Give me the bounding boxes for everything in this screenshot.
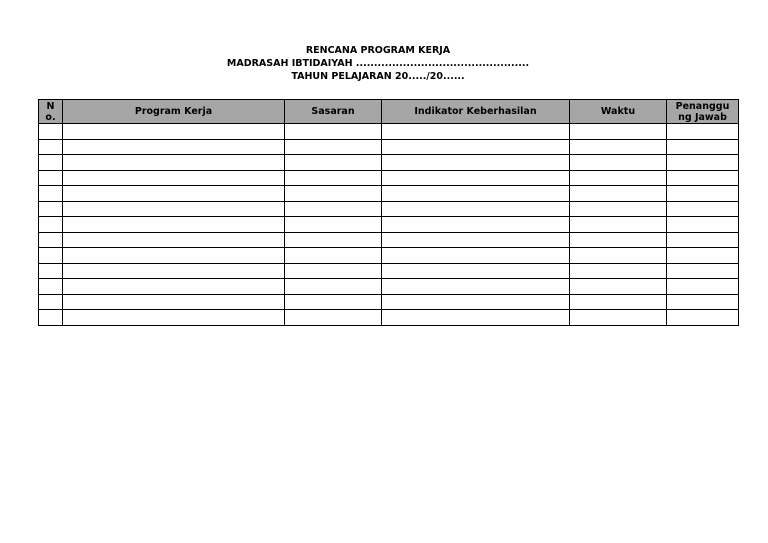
- table-row: [39, 124, 739, 140]
- cell-penanggung[interactable]: [667, 279, 739, 295]
- table-row: [39, 186, 739, 202]
- cell-sasaran[interactable]: [285, 263, 382, 279]
- cell-program[interactable]: [63, 279, 285, 295]
- cell-no[interactable]: [39, 124, 63, 140]
- cell-penanggung[interactable]: [667, 232, 739, 248]
- cell-waktu[interactable]: [570, 263, 667, 279]
- table-row: [39, 217, 739, 233]
- cell-indikator[interactable]: [382, 201, 570, 217]
- cell-indikator[interactable]: [382, 248, 570, 264]
- cell-indikator[interactable]: [382, 186, 570, 202]
- cell-waktu[interactable]: [570, 217, 667, 233]
- cell-no[interactable]: [39, 186, 63, 202]
- cell-sasaran[interactable]: [285, 217, 382, 233]
- document-heading: [0, 44, 756, 83]
- cell-no[interactable]: [39, 279, 63, 295]
- cell-indikator[interactable]: [382, 139, 570, 155]
- cell-no[interactable]: [39, 217, 63, 233]
- cell-no[interactable]: [39, 170, 63, 186]
- cell-waktu[interactable]: [570, 279, 667, 295]
- cell-no[interactable]: [39, 155, 63, 171]
- cell-sasaran[interactable]: [285, 310, 382, 326]
- cell-program[interactable]: [63, 310, 285, 326]
- table-row: [39, 170, 739, 186]
- cell-waktu[interactable]: [570, 170, 667, 186]
- cell-penanggung[interactable]: [667, 201, 739, 217]
- cell-sasaran[interactable]: [285, 279, 382, 295]
- header-waktu: Waktu: [570, 100, 667, 124]
- cell-indikator[interactable]: [382, 310, 570, 326]
- academic-year-line: TAHUN PELAJARAN 20...../20......: [291, 71, 465, 82]
- cell-waktu[interactable]: [570, 294, 667, 310]
- cell-indikator[interactable]: [382, 170, 570, 186]
- cell-sasaran[interactable]: [285, 155, 382, 171]
- table-row: [39, 263, 739, 279]
- cell-penanggung[interactable]: [667, 248, 739, 264]
- cell-program[interactable]: [63, 217, 285, 233]
- cell-no[interactable]: [39, 263, 63, 279]
- cell-penanggung[interactable]: [667, 310, 739, 326]
- madrasah-line: MADRASAH IBTIDAIYAH ................................................: [226, 58, 530, 69]
- table-header-row: [39, 100, 739, 124]
- header-penanggung-jawab: Penanggu ng Jawab: [667, 100, 739, 124]
- table-row: [39, 155, 739, 171]
- cell-program[interactable]: [63, 248, 285, 264]
- cell-penanggung[interactable]: [667, 170, 739, 186]
- cell-waktu[interactable]: [570, 248, 667, 264]
- cell-penanggung[interactable]: [667, 124, 739, 140]
- cell-program[interactable]: [63, 201, 285, 217]
- cell-indikator[interactable]: [382, 217, 570, 233]
- cell-penanggung[interactable]: [667, 263, 739, 279]
- table-row: [39, 279, 739, 295]
- cell-waktu[interactable]: [570, 232, 667, 248]
- cell-penanggung[interactable]: [667, 139, 739, 155]
- header-indikator-keberhasilan: Indikator Keberhasilan: [382, 100, 570, 124]
- header-program-kerja: Program Kerja: [63, 100, 285, 124]
- cell-no[interactable]: [39, 139, 63, 155]
- header-no: N o.: [39, 100, 63, 124]
- cell-sasaran[interactable]: [285, 248, 382, 264]
- cell-indikator[interactable]: [382, 263, 570, 279]
- cell-program[interactable]: [63, 263, 285, 279]
- cell-waktu[interactable]: [570, 124, 667, 140]
- cell-waktu[interactable]: [570, 155, 667, 171]
- cell-sasaran[interactable]: [285, 139, 382, 155]
- cell-indikator[interactable]: [382, 155, 570, 171]
- table-row: [39, 248, 739, 264]
- cell-program[interactable]: [63, 186, 285, 202]
- document-title: RENCANA PROGRAM KERJA: [305, 45, 451, 56]
- cell-indikator[interactable]: [382, 279, 570, 295]
- cell-sasaran[interactable]: [285, 201, 382, 217]
- cell-program[interactable]: [63, 232, 285, 248]
- table-row: [39, 201, 739, 217]
- cell-program[interactable]: [63, 124, 285, 140]
- cell-no[interactable]: [39, 294, 63, 310]
- program-table: [38, 99, 739, 326]
- cell-waktu[interactable]: [570, 201, 667, 217]
- cell-no[interactable]: [39, 232, 63, 248]
- cell-indikator[interactable]: [382, 124, 570, 140]
- table-row: [39, 294, 739, 310]
- cell-penanggung[interactable]: [667, 217, 739, 233]
- table-row: [39, 310, 739, 326]
- cell-indikator[interactable]: [382, 294, 570, 310]
- cell-sasaran[interactable]: [285, 294, 382, 310]
- cell-penanggung[interactable]: [667, 186, 739, 202]
- cell-waktu[interactable]: [570, 310, 667, 326]
- header-sasaran: Sasaran: [285, 100, 382, 124]
- table-row: [39, 232, 739, 248]
- cell-program[interactable]: [63, 170, 285, 186]
- cell-program[interactable]: [63, 294, 285, 310]
- cell-indikator[interactable]: [382, 232, 570, 248]
- cell-penanggung[interactable]: [667, 294, 739, 310]
- cell-sasaran[interactable]: [285, 232, 382, 248]
- cell-sasaran[interactable]: [285, 124, 382, 140]
- cell-waktu[interactable]: [570, 186, 667, 202]
- cell-no[interactable]: [39, 248, 63, 264]
- cell-sasaran[interactable]: [285, 186, 382, 202]
- table-row: [39, 139, 739, 155]
- cell-waktu[interactable]: [570, 139, 667, 155]
- cell-program[interactable]: [63, 155, 285, 171]
- table-body: [39, 124, 739, 326]
- cell-no[interactable]: [39, 201, 63, 217]
- cell-penanggung[interactable]: [667, 155, 739, 171]
- cell-program[interactable]: [63, 139, 285, 155]
- cell-sasaran[interactable]: [285, 170, 382, 186]
- cell-no[interactable]: [39, 310, 63, 326]
